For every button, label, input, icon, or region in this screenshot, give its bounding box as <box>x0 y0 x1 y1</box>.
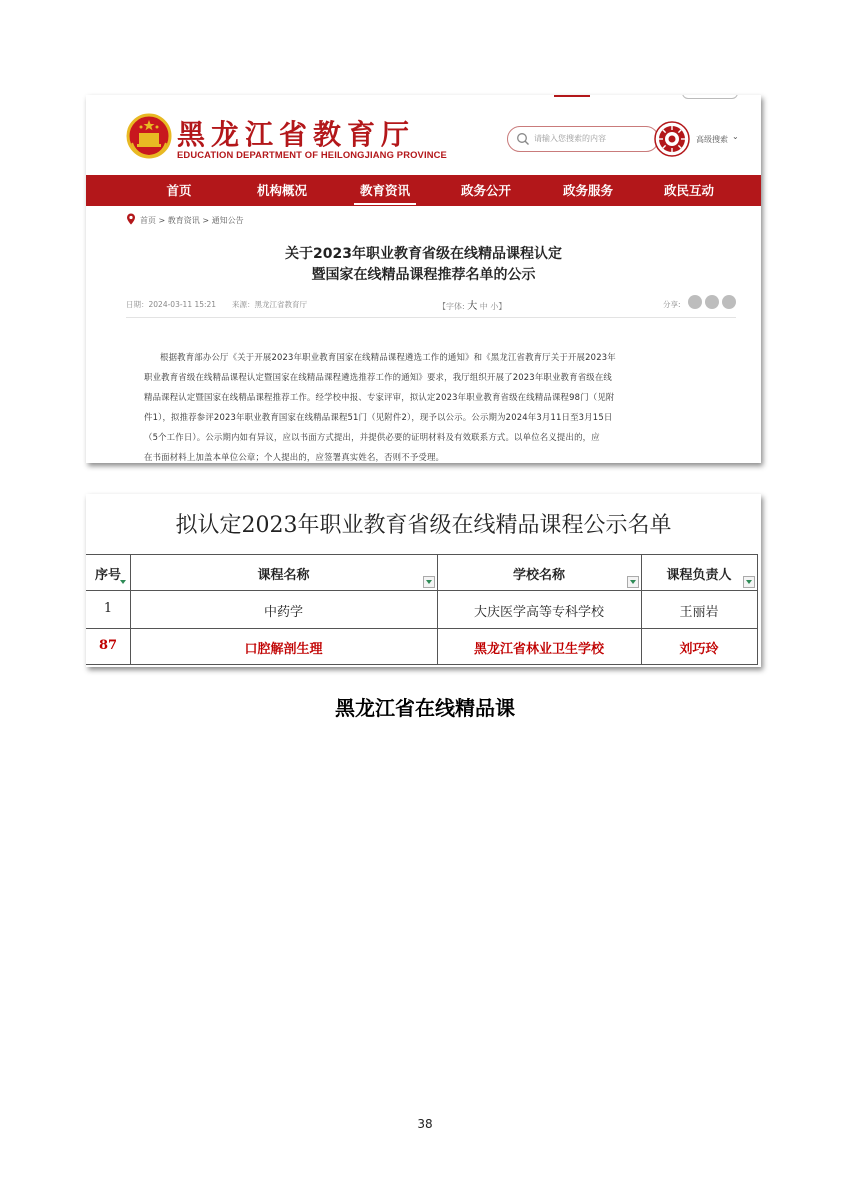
table-border <box>86 590 758 591</box>
table-title: 拟认定2023年职业教育省级在线精品课程公示名单 <box>175 513 672 538</box>
search-badge-icon[interactable] <box>654 121 690 157</box>
filter-dropdown-icon[interactable] <box>627 576 639 588</box>
table-border <box>86 628 758 629</box>
main-navbar <box>86 175 761 206</box>
header-school: 学校名称 <box>512 568 565 583</box>
chevron-down-icon[interactable]: ⌄ <box>732 132 739 141</box>
font-size-large-button[interactable]: 大 <box>467 301 478 312</box>
font-size-small-button[interactable]: 小】 <box>490 302 507 311</box>
row2-course: 口腔解剖生理 <box>244 642 323 657</box>
share-label: 分享: <box>663 300 681 309</box>
search-icon[interactable] <box>516 132 530 146</box>
row1-leader: 王丽岩 <box>679 605 719 620</box>
breadcrumb[interactable]: 首页 > 教育资讯 > 通知公告 <box>140 216 244 225</box>
row1-course: 中药学 <box>263 605 303 620</box>
website-screenshot <box>86 95 761 463</box>
header-course: 课程名称 <box>257 568 310 583</box>
search-input[interactable]: 请输入您搜索的内容 <box>534 134 606 143</box>
article-body-line: 精品课程认定暨国家在线精品课程推荐工作。经学校申报、专家评审，拟认定2023年职业教育省级在线精品课程98门（见附 <box>144 392 615 402</box>
national-emblem-icon <box>126 113 172 159</box>
header-leader: 课程负责人 <box>666 568 732 583</box>
nav-item-government-affairs[interactable]: 政务公开 <box>460 183 511 198</box>
row1-no: 1 <box>103 601 113 616</box>
article-title-line1: 关于2023年职业教育省级在线精品课程认定 <box>285 246 562 262</box>
nav-item-home[interactable]: 首页 <box>166 183 192 198</box>
article-source: 来源：黑龙江省教育厅 <box>232 300 307 309</box>
share-weibo-icon[interactable] <box>688 295 702 309</box>
filter-dropdown-icon[interactable] <box>423 576 435 588</box>
row2-school: 黑龙江省林业卫生学校 <box>473 642 604 657</box>
filter-dropdown-icon[interactable] <box>117 576 129 588</box>
row1-school: 大庆医学高等专科学校 <box>473 605 604 620</box>
share-wechat-icon[interactable] <box>705 295 719 309</box>
table-border <box>86 554 758 555</box>
page-number: 38 <box>417 1117 433 1131</box>
site-header <box>86 99 761 177</box>
article-body-line: 件1），拟推荐参评2023年职业教育国家在线精品课程51门（见附件2），现予以公示。公示期为2024年3月11日至3月15日 <box>144 412 613 422</box>
article-body-line: 职业教育省级在线精品课程认定暨国家在线精品课程遴选推荐工作的通知》要求，我厅组织开展了2023年职业教育省级在线 <box>144 372 613 382</box>
filter-dropdown-icon[interactable] <box>743 576 755 588</box>
table-border <box>86 664 758 665</box>
row2-leader: 刘巧玲 <box>679 642 719 657</box>
nav-item-news[interactable]: 教育资讯 <box>354 176 416 205</box>
row2-no: 87 <box>98 638 118 653</box>
figure-caption: 黑龙江省在线精品课 <box>335 696 515 720</box>
article-body-line: 根据教育部办公厅《关于开展2023年职业教育国家在线精品课程遴选工作的通知》和《黑龙江省教育厅关于开展2023年 <box>160 352 616 362</box>
location-pin-icon <box>126 213 136 225</box>
article-body-line: （5个工作日）。公示期内如有异议，应以书面方式提出，并提供必要的证明材料及有效联系方式。以单位名义提出的，应 <box>144 432 600 442</box>
advanced-search-link[interactable]: 高级搜索 <box>696 135 728 144</box>
table-border <box>757 554 758 665</box>
article-date: 日期：2024-03-11 15:21 <box>126 300 217 309</box>
nav-item-services[interactable]: 政务服务 <box>562 183 613 198</box>
font-size-medium-button[interactable]: 中 <box>479 302 488 311</box>
nav-item-organization[interactable]: 机构概况 <box>256 183 307 198</box>
font-size-switcher <box>438 297 506 312</box>
nav-item-interaction[interactable]: 政民互动 <box>663 183 714 198</box>
article-title-line2: 暨国家在线精品课程推荐名单的公示 <box>311 267 536 283</box>
font-size-prefix: 【字体: <box>438 302 465 311</box>
header-no: 序号 <box>94 568 121 583</box>
search-box[interactable] <box>507 126 659 152</box>
share-qq-icon[interactable] <box>722 295 736 309</box>
meta-divider <box>126 317 736 318</box>
article-body-line: 在书面材料上加盖本单位公章；个人提出的，应签署真实姓名，否则不予受理。 <box>144 452 445 462</box>
site-name-english: EDUCATION DEPARTMENT OF HEILONGJIANG PROVINCE <box>177 149 447 160</box>
course-list-screenshot <box>86 494 761 667</box>
course-table <box>86 554 761 664</box>
top-accent-line <box>554 95 590 97</box>
site-name: 黑龙江省教育厅 <box>177 118 416 151</box>
